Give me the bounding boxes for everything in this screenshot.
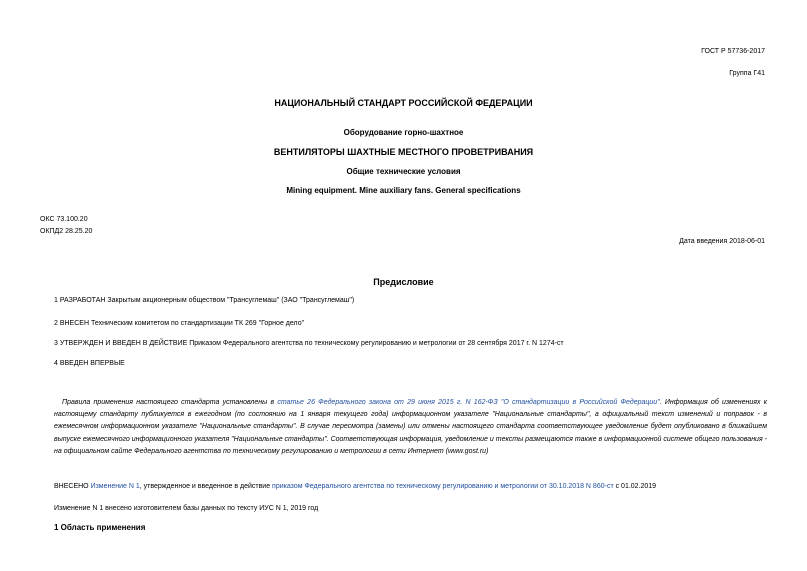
standard-code: ГОСТ Р 57736-2017 — [701, 48, 765, 55]
foreword-item-1: 1 РАЗРАБОТАН Закрытым акционерным обществом "Трансуглемаш" (ЗАО "Трансуглемаш") — [54, 297, 355, 304]
okpd-code: ОКПД2 28.25.20 — [40, 228, 93, 235]
document-subtitle: Общие технические условия — [346, 167, 461, 176]
amendment-line — [54, 483, 656, 490]
introduction-date: Дата введения 2018-06-01 — [679, 238, 765, 245]
equipment-title: Оборудование горно-шахтное — [343, 128, 464, 137]
document-name: ВЕНТИЛЯТОРЫ ШАХТНЫЕ МЕСТНОГО ПРОВЕТРИВАНИЯ — [273, 147, 534, 157]
foreword-item-4: 4 ВВЕДЕН ВПЕРВЫЕ — [54, 360, 125, 367]
amendment-prefix: ВНЕСЕНО — [54, 483, 91, 490]
foreword-heading: Предисловие — [373, 277, 434, 287]
amendment-suffix: с 01.02.2019 — [613, 483, 657, 490]
foreword-item-2: 2 ВНЕСЕН Техническим комитетом по стандартизации ТК 269 "Горное дело" — [54, 320, 305, 327]
oks-code: ОКС 73.100.20 — [40, 216, 88, 223]
amendment-middle: , утвержденное и введенное в действие — [139, 483, 273, 490]
rules-paragraph — [54, 397, 767, 458]
order-link[interactable]: приказом Федерального агентства по техническому регулированию и метрологии от 30.10.2018 N 860-ст — [272, 483, 614, 490]
rules-text-rest: . Информация об изменениях к настоящему стандарту публикуется в ежегодном (по состоянию на 1 января текущего года) информационном указателе "Национальные стандарты", а официальный текст изменений и поправок - в ежемесячном информационном указателе "Национальные стандарты". В случае пересмотра (замены) или отмены настоящего стандарта соответствующее уведомление будет опубликовано в ближайшем выпуске ежемесячного информационного указателя "Национальные стандарты". Соответствующая информация, уведомление и тексты размещаются также в информационной системе общего пользования - на официальном сайте Федерального агентства по техническому регулированию и метрологии в сети Интернет (www.gost.ru) — [54, 399, 768, 455]
federal-law-link[interactable]: статье 26 Федерального закона от 29 июня 2015 г. N 162-ФЗ "О стандартизации в Российской Федерации" — [277, 399, 660, 406]
amendment-link[interactable]: Изменение N 1 — [90, 483, 140, 490]
english-title: Mining equipment. Mine auxiliary fans. General specifications — [286, 186, 521, 195]
foreword-item-3: 3 УТВЕРЖДЕН И ВВЕДЕН В ДЕЙСТВИЕ Приказом Федерального агентства по техническому регулированию и метрологии от 28 сентября 2017 г. N 1274-ст — [54, 340, 564, 347]
national-standard-title: НАЦИОНАЛЬНЫЙ СТАНДАРТ РОССИЙСКОЙ ФЕДЕРАЦИИ — [274, 98, 533, 108]
group-code: Группа Г41 — [729, 70, 765, 77]
section-1-heading: 1 Область применения — [54, 523, 146, 532]
amendment-note: Изменение N 1 внесено изготовителем базы данных по тексту ИУС N 1, 2019 год — [54, 505, 319, 512]
rules-text-start: Правила применения настоящего стандарта установлены в — [62, 399, 278, 406]
